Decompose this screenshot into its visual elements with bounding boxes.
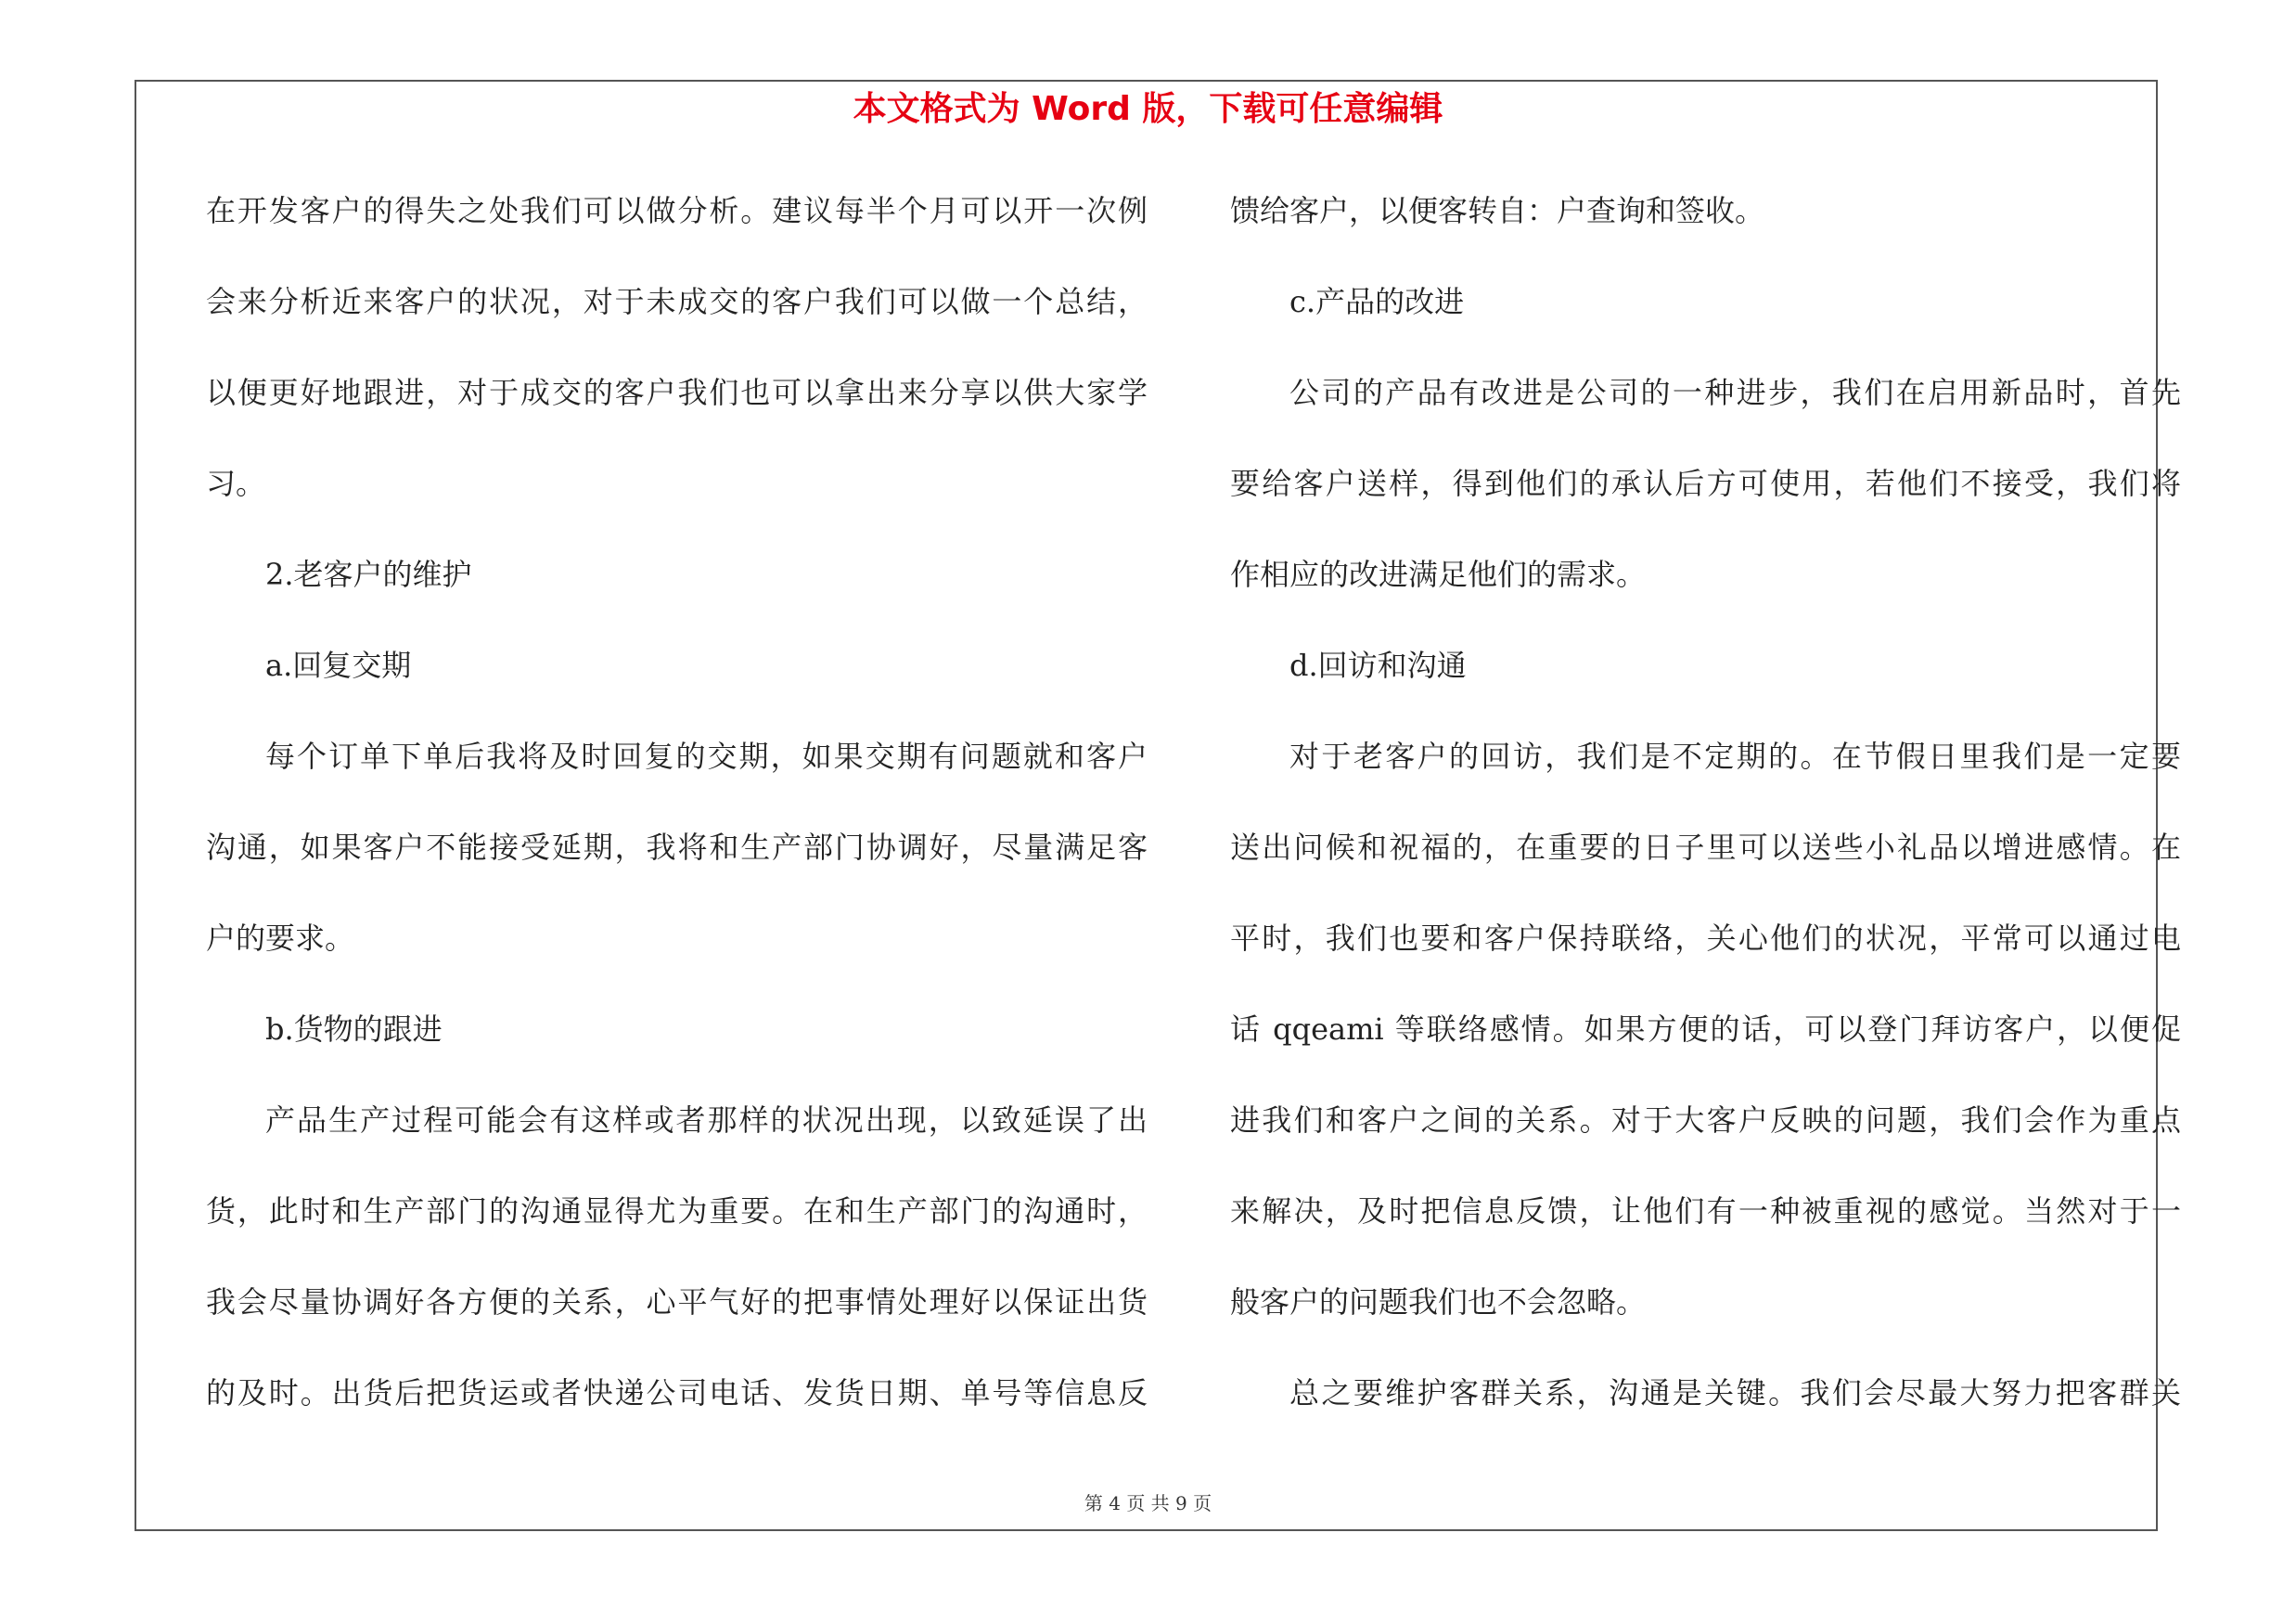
text-line: 会来分析近来客户的状况，对于未成交的客户我们可以做一个总结，	[206, 284, 1148, 319]
text-line: 般客户的问题我们也不会忽略。	[1230, 1284, 1647, 1320]
text-line: 的及时。出货后把货运或者快递公司电话、发货日期、单号等信息反	[206, 1375, 1148, 1410]
text-line: 来解决，及时把信息反馈，让他们有一种被重视的感觉。当然对于一	[1230, 1193, 2181, 1229]
format-banner: 本文格式为 Word 版，下载可任意编辑	[853, 90, 1443, 128]
text-line: d.回访和沟通	[1289, 648, 1467, 683]
text-line: 产品生产过程可能会有这样或者那样的状况出现，以致延误了出	[265, 1102, 1148, 1138]
text-line: 对于老客户的回访，我们是不定期的。在节假日里我们是一定要	[1289, 739, 2181, 774]
text-line: 我会尽量协调好各方便的关系，心平气好的把事情处理好以保证出货	[206, 1284, 1148, 1320]
text-line: b.货物的跟进	[265, 1011, 443, 1047]
text-line: 货，此时和生产部门的沟通显得尤为重要。在和生产部门的沟通时，	[206, 1193, 1148, 1229]
text-line: 户的要求。	[206, 921, 355, 956]
left-column	[206, 183, 1148, 1456]
text-line: 每个订单下单后我将及时回复的交期，如果交期有问题就和客户	[265, 739, 1148, 774]
text-line: 要给客户送样，得到他们的承认后方可使用，若他们不接受，我们将	[1230, 466, 2181, 501]
text-line: 进我们和客户之间的关系。对于大客户反映的问题，我们会作为重点	[1230, 1102, 2181, 1138]
text-line: c.产品的改进	[1289, 284, 1465, 319]
right-column	[1230, 183, 2181, 1456]
text-line: 2.老客户的维护	[265, 557, 472, 592]
text-line: 总之要维护客群关系，沟通是关键。我们会尽最大努力把客群关	[1289, 1375, 2181, 1410]
text-line: 公司的产品有改进是公司的一种进步，我们在启用新品时，首先	[1289, 375, 2181, 410]
text-line: 作相应的改进满足他们的需求。	[1230, 557, 1647, 592]
text-line: 习。	[206, 466, 266, 501]
text-line: 以便更好地跟进，对于成交的客户我们也可以拿出来分享以供大家学	[206, 375, 1148, 410]
text-line: 沟通，如果客户不能接受延期，我将和生产部门协调好，尽量满足客	[206, 830, 1148, 865]
page-number: 第 4 页 共 9 页	[1084, 1492, 1212, 1514]
text-line: a.回复交期	[265, 648, 412, 683]
text-line: 平时，我们也要和客户保持联络，关心他们的状况，平常可以通过电	[1230, 921, 2181, 956]
text-line: 在开发客户的得失之处我们可以做分析。建议每半个月可以开一次例	[206, 193, 1148, 228]
text-line: 馈给客户，以便客转自：户查询和签收。	[1230, 193, 1765, 228]
text-line: 送出问候和祝福的，在重要的日子里可以送些小礼品以增进感情。在	[1230, 830, 2181, 865]
text-line: 话 qqeami 等联络感情。如果方便的话，可以登门拜访客户，以便促	[1230, 1011, 2181, 1047]
